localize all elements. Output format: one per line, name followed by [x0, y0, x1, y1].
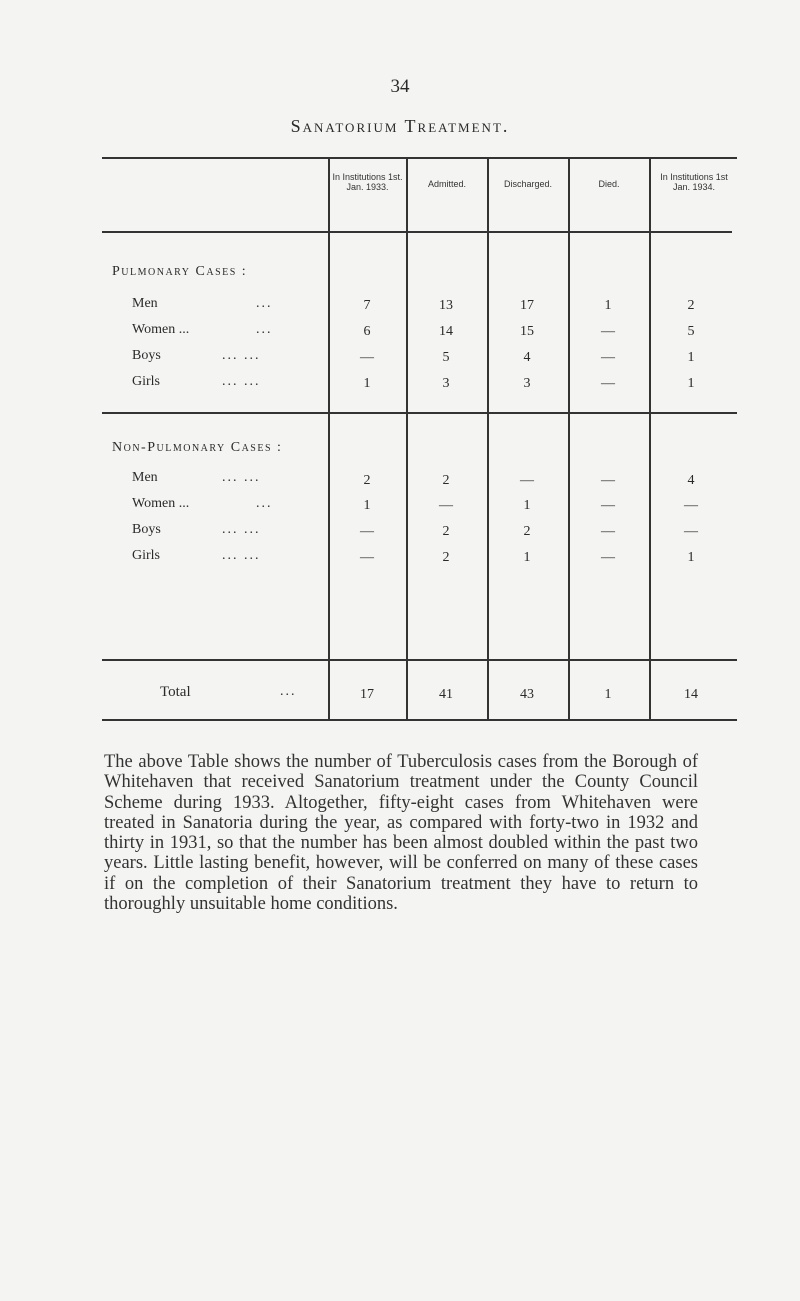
cell: 2 [523, 524, 531, 539]
cell: 4 [687, 473, 695, 488]
cell: — [360, 350, 374, 365]
cell: 1 [604, 298, 612, 313]
cell: 5 [687, 324, 695, 339]
cell: — [601, 350, 615, 365]
cell: 14 [439, 324, 453, 339]
cell: 17 [520, 298, 534, 313]
leader-dots: ... ... [222, 374, 261, 389]
total-label: Total [160, 684, 191, 700]
cell: 2 [442, 473, 450, 488]
row-label: Women ... [132, 322, 190, 337]
header-admitted: Admitted. [427, 179, 467, 189]
cell: 1 [523, 550, 531, 565]
cell: 13 [439, 298, 453, 313]
cell: — [684, 524, 698, 539]
page-title: Sanatorium Treatment. [290, 116, 510, 136]
cell: — [439, 498, 453, 513]
leader-dots: ... ... [222, 522, 261, 537]
cell: — [684, 498, 698, 513]
cell: 2 [442, 524, 450, 539]
cell: — [360, 524, 374, 539]
pulmonary-heading: Pulmonary Cases : [112, 264, 248, 279]
cell: 41 [439, 687, 453, 702]
cell: 6 [363, 324, 371, 339]
cell: 17 [360, 687, 374, 702]
cell: 7 [363, 298, 371, 313]
row-label: Boys [132, 348, 161, 363]
row-label: Men [132, 470, 158, 485]
leader-dots: ... [256, 296, 273, 311]
leader-dots: ... ... [222, 548, 261, 563]
page-number: 34 [390, 76, 410, 97]
cell: — [601, 324, 615, 339]
leader-dots: ... ... [222, 348, 261, 363]
cell: 2 [687, 298, 695, 313]
cell: 1 [687, 350, 695, 365]
row-label: Men [132, 296, 158, 311]
cell: 15 [520, 324, 534, 339]
cell: 3 [442, 376, 450, 391]
cell: — [601, 550, 615, 565]
cell: — [601, 524, 615, 539]
cell: — [520, 473, 534, 488]
header-end: In Institutions 1st Jan. 1934. [660, 172, 728, 192]
row-label: Boys [132, 522, 161, 537]
row-label: Women ... [132, 496, 190, 511]
leader-dots: ... [280, 684, 297, 699]
cell: 3 [523, 376, 531, 391]
cell: 5 [442, 350, 450, 365]
cell: 2 [442, 550, 450, 565]
leader-dots: ... [256, 322, 273, 337]
header-died: Died. [598, 179, 620, 189]
cell: 1 [363, 498, 371, 513]
leader-dots: ... [256, 496, 273, 511]
header-discharged: Discharged. [503, 179, 553, 189]
body-paragraph: The above Table shows the number of Tuberculosis cases from the Borough of Whitehaven that received Sanatorium treatment under the County Council Scheme during 1933. Altogether, fifty-eight cases from Whitehaven were treated in Sanatoria during the year, as compared with forty-two in 1932 and thirty in 1931, so that the number has been almost doubled within the past two years. Little lasting benefit, however, will be conferred on many of these cases if on the completion of their Sanatorium treatment they have to return to thoroughly unsuitable home conditions. [104, 752, 698, 915]
cell: 1 [523, 498, 531, 513]
cell: 1 [687, 376, 695, 391]
header-start: In Institutions 1st. Jan. 1933. [332, 172, 403, 192]
cell: — [360, 550, 374, 565]
cell: — [601, 376, 615, 391]
cell: 4 [523, 350, 531, 365]
cell: 14 [684, 687, 698, 702]
cell: 1 [363, 376, 371, 391]
non-pulmonary-heading: Non-Pulmonary Cases : [112, 440, 283, 455]
cell: — [601, 473, 615, 488]
leader-dots: ... ... [222, 470, 261, 485]
cell: — [601, 498, 615, 513]
cell: 2 [363, 473, 371, 488]
cell: 43 [520, 687, 534, 702]
row-label: Girls [132, 374, 160, 389]
row-label: Girls [132, 548, 160, 563]
cell: 1 [604, 687, 612, 702]
cell: 1 [687, 550, 695, 565]
